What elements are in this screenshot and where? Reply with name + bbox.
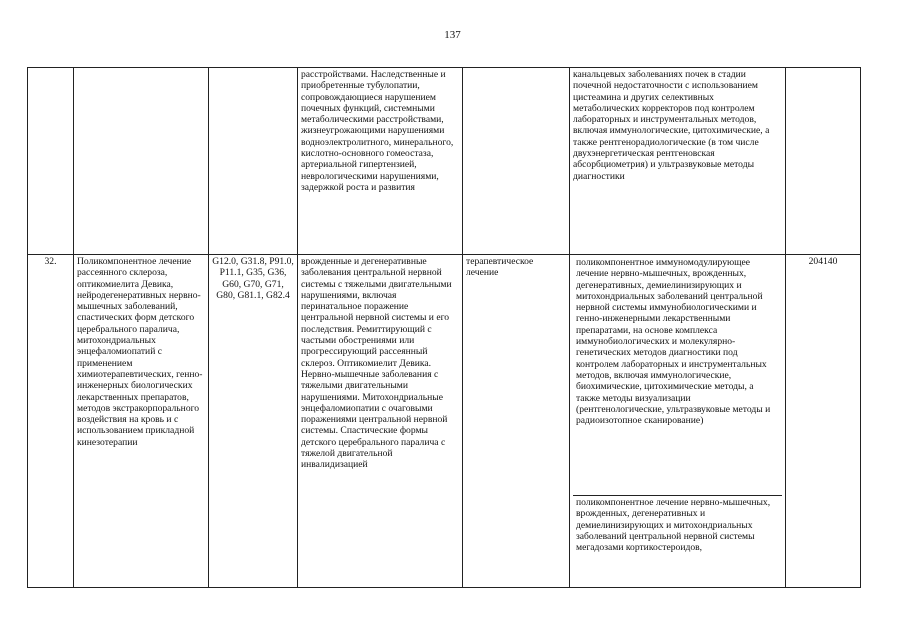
cell-codes: G12.0, G31.8, P91.0, P11.1, G35, G36, G60, G70, G71, G80, G81.1, G82.4 xyxy=(209,255,298,588)
cell-patient-model: врожденные и дегенеративные заболевания центральной нервной системы с тяжелыми двигательными нарушениями, включая перинатальное поражение центральной нервной системы и его последствия. Ремиттирующий с частыми обострениями или прогрессирующий рассеянный склероз. Оптикомиелит Девика. Нервно-мышечные заболевания с тяжелыми двигательными нарушениями. Митохондриальные энцефаломиопатии с очаговыми поражениями центральной нервной системы. Спастические формы детского церебрального паралича с тяжелой двигательной инвалидизацией xyxy=(298,255,463,588)
cell-codes xyxy=(209,68,298,255)
table-row-32 xyxy=(28,255,861,588)
cell-treatment-type xyxy=(463,68,570,255)
cell-number: 32. xyxy=(28,255,74,588)
medical-care-table xyxy=(27,67,861,588)
page-number: 137 xyxy=(444,29,461,41)
cell-cost: 204140 xyxy=(786,255,861,588)
cell-patient-model: расстройствами. Наследственные и приобретенные тубулопатии, сопровождающиеся нарушением почечных функций, системными метаболическими расстройствами, жизнеугрожающими нарушениями водноэлектролитного, минерального, кислотно-основного гомеостаза, артериальной гипертензией, неврологическими нарушениями, задержкой роста и развития xyxy=(298,68,463,255)
cell-treatment-type: терапевтическое лечение xyxy=(463,255,570,588)
table-row-continuation xyxy=(28,68,861,255)
cell-number xyxy=(28,68,74,255)
cell-treatment-method xyxy=(570,255,786,588)
cell-cost xyxy=(786,68,861,255)
cell-name xyxy=(74,68,209,255)
treatment-method-1: поликомпонентное иммуномодулирующее лечение нервно-мышечных, врожденных, дегенеративных, демиелинизирующих и митохондриальных заболеваний центральной нервной системы иммунобиологическими и генно-инженерными лекарственными препаратами, на основе комплекса иммунобиологических и молекулярно-генетических методов диагностики под контролем лабораторных и инструментальных методов, включая иммунологические, биохимические, цитохимические методы, а также методы визуализации (рентгенологические, ультразвуковые методы и радиоизотопное сканирование) xyxy=(573,256,782,496)
cell-treatment-method: канальцевых заболеваниях почек в стадии почечной недостаточности с использованием цистеамина и других селективных метаболических корректоров под контролем лабораторных и инструментальных методов, включая иммунологические, цитохимические, а также рентгенорадиологические (в том числе двухэнергетическая рентгеновская абсорбциометрия) и ультразвуковые методы диагностики xyxy=(570,68,786,255)
cell-name: Поликомпонентное лечение рассеянного склероза, оптикомиелита Девика, нейродегенеративных нервно-мышечных заболеваний, спастических форм детского церебрального паралича, митохондриальных энцефаломиопатий с применением химиотерапевтических, генно-инженерных биологических лекарственных препаратов, методов экстракорпорального воздействия на кровь и с использованием прикладной кинезотерапии xyxy=(74,255,209,588)
treatment-method-2: поликомпонентное лечение нервно-мышечных, врожденных, дегенеративных и демиелинизирующих и митохондриальных заболеваний центральной нервной системы мегадозами кортикостероидов, xyxy=(576,497,771,554)
